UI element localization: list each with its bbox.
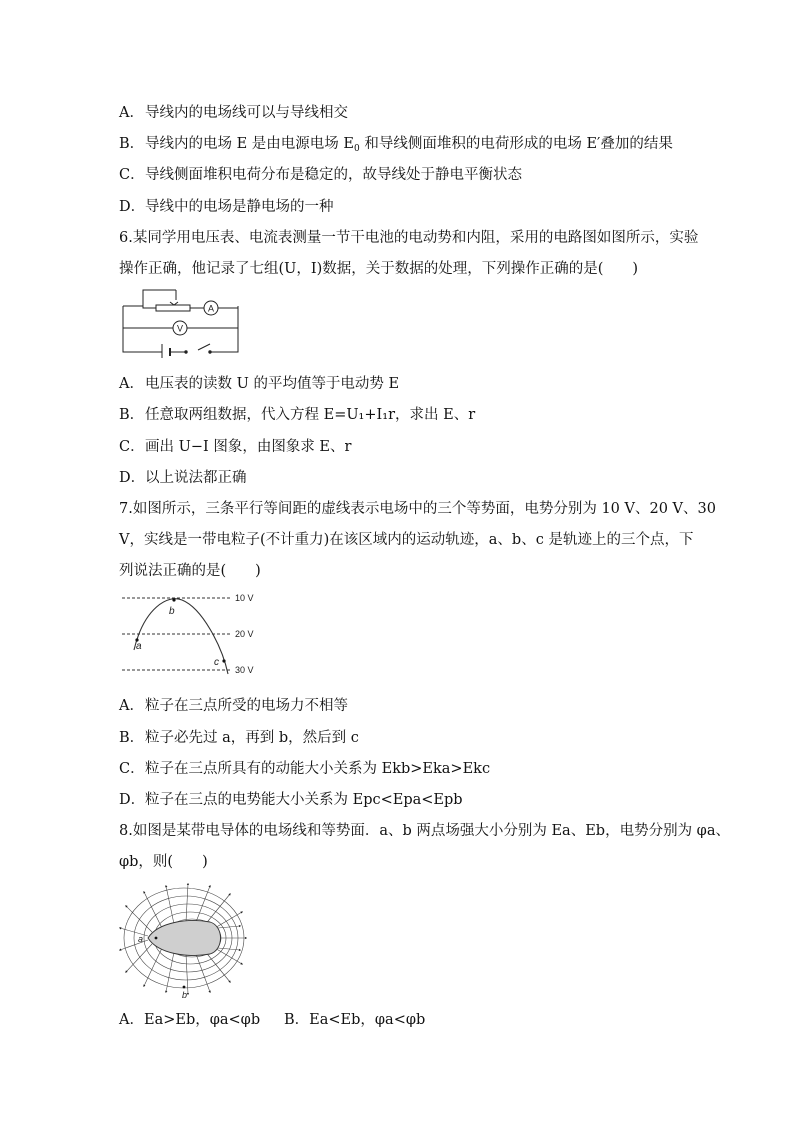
option-label: B． xyxy=(119,136,145,152)
q7-stem-line1: 7.如图所示，三条平行等间距的虚线表示电场中的三个等势面，电势分别为 10 V、20 V、30 xyxy=(119,501,716,517)
q5-option-c xyxy=(119,165,522,185)
q8-option-b xyxy=(284,1010,425,1030)
point-a-label: a xyxy=(136,641,142,652)
option-text: 导线内的电场 E 是由电源电场 E xyxy=(145,136,354,152)
option-text-cont: 和导线侧面堆积的电荷形成的电场 E′叠加的结果 xyxy=(359,136,673,152)
q8-stem-line2: φb，则( ) xyxy=(119,854,208,870)
q6-option-d xyxy=(119,468,247,488)
q6-option-c xyxy=(119,437,351,457)
option-label: C． xyxy=(119,761,145,777)
q7-option-c xyxy=(119,759,490,779)
option-text: 画出 U−I 图象，由图象求 E、r xyxy=(145,439,352,455)
point-a-label: a xyxy=(138,934,144,944)
q6-option-b xyxy=(119,405,475,425)
option-text: 导线侧面堆积电荷分布是稳定的，故导线处于静电平衡状态 xyxy=(145,167,522,183)
point-c-label: c xyxy=(214,657,219,668)
point-b-label: b xyxy=(182,990,188,1000)
option-text: 电压表的读数 U 的平均值等于电动势 E xyxy=(145,376,400,392)
option-label: A． xyxy=(119,1012,144,1028)
option-label: A． xyxy=(119,376,144,392)
option-label: B． xyxy=(119,730,145,746)
option-text: Ea>Eb，φa<φb xyxy=(143,1012,261,1028)
q7-option-a xyxy=(119,696,348,716)
option-label: B． xyxy=(119,407,145,423)
option-text: 粒子在三点的电势能大小关系为 Epc<Epa<Epb xyxy=(145,792,463,808)
option-label: D． xyxy=(119,470,146,486)
option-text: 任意取两组数据，代入方程 E=U₁+I₁r，求出 E、r xyxy=(145,407,476,423)
option-label: A． xyxy=(119,105,144,121)
v10-label: 10 V xyxy=(235,593,254,603)
voltmeter-label: V xyxy=(176,323,184,334)
option-text: 导线内的电场线可以与导线相交 xyxy=(145,105,348,121)
q6-option-a xyxy=(119,374,399,394)
q6-stem-line1: 6.某同学用电压表、电流表测量一节干电池的电动势和内阻，采用的电路图如图所示，实验 xyxy=(119,230,699,246)
v20-label: 20 V xyxy=(235,629,254,639)
option-label: D． xyxy=(119,792,146,808)
option-label: C． xyxy=(119,167,145,183)
point-b-label: b xyxy=(169,606,175,617)
q7-option-d xyxy=(119,790,463,810)
option-text: Ea<Eb，φa<φb xyxy=(309,1012,426,1028)
q7-stem-line2: V，实线是一带电粒子(不计重力)在该区域内的运动轨迹，a、b、c 是轨迹上的三个点，下 xyxy=(119,532,694,548)
option-label: C． xyxy=(119,439,145,455)
q7-equipotential-figure xyxy=(118,588,268,680)
q7-option-b xyxy=(119,728,359,748)
option-text: 导线中的电场是静电场的一种 xyxy=(145,199,334,215)
q5-option-b xyxy=(119,134,673,159)
q8-conductor-field-figure xyxy=(118,882,248,1000)
q5-option-a xyxy=(119,103,348,123)
q7-stem-line3: 列说法正确的是( ) xyxy=(119,563,261,579)
ammeter-label: A xyxy=(207,303,215,314)
option-text: 粒子在三点所受的电场力不相等 xyxy=(145,698,348,714)
q6-circuit-diagram xyxy=(118,286,243,358)
option-text: 粒子必先过 a，再到 b，然后到 c xyxy=(145,730,359,746)
option-label: D． xyxy=(119,199,146,215)
option-text: 粒子在三点所具有的动能大小关系为 Ekb>Eka>Ekc xyxy=(145,761,491,777)
q6-stem-line2: 操作正确，他记录了七组(U，I)数据，关于数据的处理，下列操作正确的是( ) xyxy=(119,261,639,277)
v30-label: 30 V xyxy=(235,665,254,675)
q8-options-row xyxy=(119,1010,426,1030)
q8-stem-line1: 8.如图是某带电导体的电场线和等势面．a、b 两点场强大小分别为 Ea、Eb，电势分别为 φa、 xyxy=(119,823,730,839)
subscript: 0 xyxy=(354,144,360,154)
option-label: A． xyxy=(119,698,144,714)
option-text: 以上说法都正确 xyxy=(145,470,247,486)
option-label: B． xyxy=(284,1012,310,1028)
q8-option-a xyxy=(119,1012,260,1028)
q5-option-d xyxy=(119,197,334,217)
